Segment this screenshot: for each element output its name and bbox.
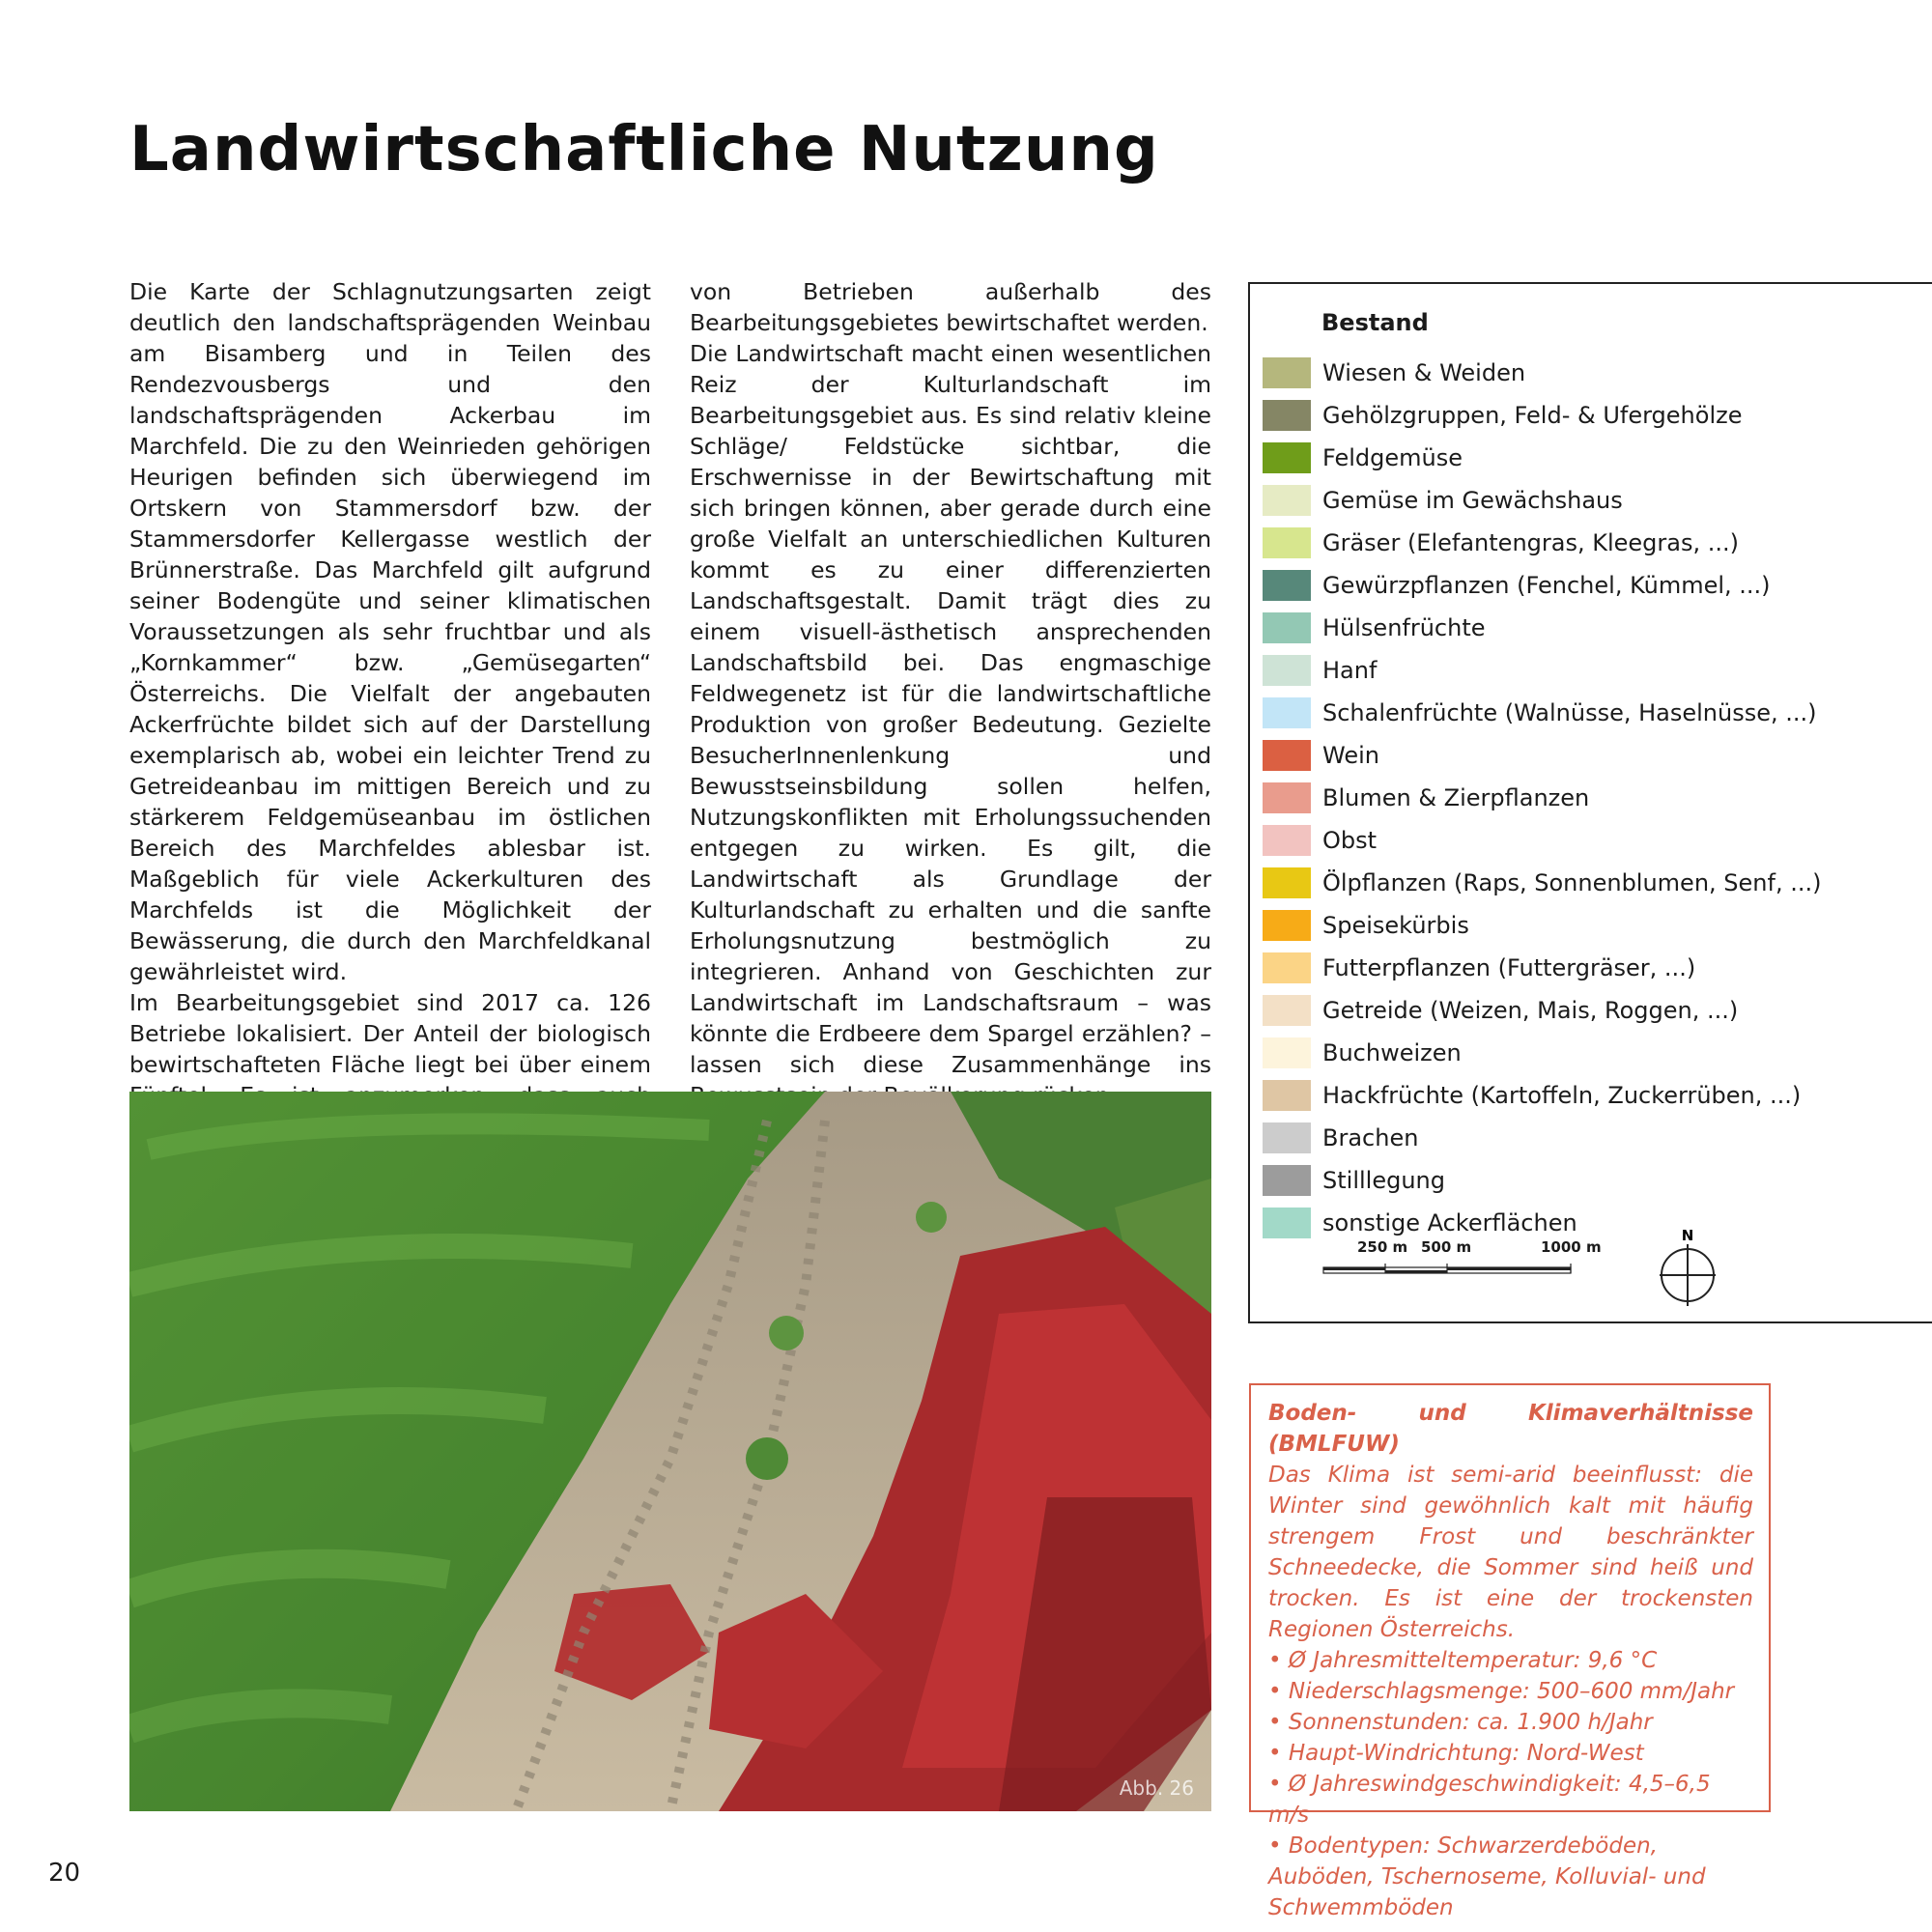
legend-swatch xyxy=(1263,825,1311,856)
legend-swatch xyxy=(1263,400,1311,431)
legend-swatch xyxy=(1263,527,1311,558)
photo-credit: Abb. 26 xyxy=(1119,1776,1194,1800)
legend-item xyxy=(1263,649,1821,692)
legend-item xyxy=(1263,522,1821,564)
infobox-bullet: • Haupt-Windrichtung: Nord-West xyxy=(1268,1741,1644,1766)
legend-item-label: Blumen & Zierpflanzen xyxy=(1322,784,1590,811)
legend-item-label: Getreide (Weizen, Mais, Roggen, ...) xyxy=(1322,997,1739,1024)
legend-swatch xyxy=(1263,357,1311,388)
legend-item-label: Gräser (Elefantengras, Kleegras, ...) xyxy=(1322,529,1739,556)
scale-bar xyxy=(1322,1238,1602,1285)
legend-swatch xyxy=(1263,1037,1311,1068)
legend-title: Bestand xyxy=(1321,309,1429,336)
legend-swatch xyxy=(1263,952,1311,983)
legend-item-label: Brachen xyxy=(1322,1124,1419,1151)
legend-swatch xyxy=(1263,1122,1311,1153)
body-paragraph: Die Karte der Schlagnutzungsarten zeigt deutlich den landschaftsprägenden Weinbau am Bisamberg und in Teilen des Rendezvousbergs und den landschaftsprägenden Ackerbau im Marchfeld. Die zu den Weinrieden gehörigen Heurigen befinden sich überwiegend im Ortskern von Stammersdorf bzw. der Stammersdorfer Kellergasse westlich der Brünnerstraße. Das Marchfeld gilt aufgrund seiner Bodengüte und seiner klimatischen Voraussetzungen als sehr fruchtbar und als „Kornkammer“ bzw. „Gemüsegarten“ Österreichs. Die Vielfalt der angebauten Ackerfrüchte bildet sich auf der Darstellung exemplarisch ab, wobei ein leichter Trend zu Getreideanbau im mittigen Bereich und zu stärkerem Feldgemüseanbau im östlichen Bereich des Marchfeldes ablesbar ist. Maßgeblich für viele Ackerkulturen des Marchfelds ist die Möglichkeit der Bewässerung, die durch den Marchfeldkanal gewährleistet wird. xyxy=(129,278,651,985)
legend-swatch xyxy=(1263,1080,1311,1111)
legend-item xyxy=(1263,904,1821,947)
text-column-left xyxy=(129,276,651,1142)
legend-item-label: Hanf xyxy=(1322,657,1378,684)
field-photo xyxy=(129,1092,1211,1811)
legend-item xyxy=(1263,1074,1821,1117)
body-paragraph: Die Landwirtschaft macht einen wesentlichen Reiz der Kulturlandschaft im Bearbeitungsgebiet aus. Es sind relativ kleine Schläge/ Feldstücke sichtbar, die Erschwernisse in der Bewirtschaftung mit sich bringen können, aber gerade durch eine große Vielfalt an unterschiedlichen Kulturen kommt es zu einer differenzierten Landschaftsgestalt. Damit trägt dies zu einem visuell-ästhetisch ansprechenden Landschaftsbild bei. Das engmaschige Feldwegenetz ist für die landwirtschaftliche Produktion von großer Bedeutung. Gezielte BesucherInnenlenkung und Bewusstseinsbildung sollen helfen, Nutzungskonflikten mit Erholungssuchenden entgegen zu wirken. Es gilt, die Landwirtschaft als Grundlage der Kulturlandschaft zu erhalten und die sanfte Erholungsnutzung bestmöglich zu integrieren. Anhand von Geschichten zur Landwirtschaft im Landschaftsraum – was könnte die Erdbeere dem Spargel erzählen? – lassen sich diese Zusammenhänge ins xyxy=(690,340,1211,1078)
legend-item xyxy=(1263,1117,1821,1159)
legend-swatch xyxy=(1263,910,1311,941)
legend-item xyxy=(1263,437,1821,479)
infobox-bullet: • Ø Jahresmitteltemperatur: 9,6 °C xyxy=(1268,1648,1658,1673)
legend-swatch xyxy=(1263,655,1311,686)
legend-swatch xyxy=(1263,485,1311,516)
map-legend xyxy=(1248,282,1932,1323)
legend-item xyxy=(1263,734,1821,777)
infobox-text: Das Klima ist semi-arid beeinflusst: die Winter sind gewöhnlich kalt mit häufig strengem Frost und beschränkter Schneedecke, die Sommer sind heiß und trocken. Es ist eine der trockensten Regionen Österreichs. xyxy=(1268,1463,1753,1642)
legend-item xyxy=(1263,352,1821,394)
legend-item xyxy=(1263,564,1821,607)
legend-swatch xyxy=(1263,740,1311,771)
legend-swatch xyxy=(1263,697,1311,728)
legend-item-label: Stilllegung xyxy=(1322,1167,1445,1194)
north-label: N xyxy=(1681,1227,1694,1244)
legend-swatch xyxy=(1263,995,1311,1026)
legend-item-label: sonstige Ackerflächen xyxy=(1322,1209,1577,1236)
legend-item xyxy=(1263,989,1821,1032)
page-number: 20 xyxy=(48,1859,81,1888)
legend-item xyxy=(1263,862,1821,904)
legend-item xyxy=(1263,947,1821,989)
scale-label-250: 250 m xyxy=(1357,1238,1408,1256)
page-title: Landwirtschaftliche Nutzung xyxy=(129,114,1159,185)
legend-swatch xyxy=(1263,1165,1311,1196)
legend-item-label: Gewürzpflanzen (Fenchel, Kümmel, ...) xyxy=(1322,572,1771,599)
legend-item xyxy=(1263,777,1821,819)
north-arrow-icon xyxy=(1658,1223,1719,1333)
climate-info-box xyxy=(1249,1383,1771,1920)
legend-swatch xyxy=(1263,867,1311,898)
legend-swatch xyxy=(1263,570,1311,601)
legend-item-label: Ölpflanzen (Raps, Sonnenblumen, Senf, ...) xyxy=(1322,869,1822,896)
field-photo-illustration xyxy=(129,1092,1211,1811)
infobox-title: Boden- und Klimaverhältnisse (BMLFUW) xyxy=(1268,1401,1753,1457)
legend-item-label: Obst xyxy=(1322,827,1378,854)
scale-label-500: 500 m xyxy=(1421,1238,1472,1256)
legend-item-label: Speisekürbis xyxy=(1322,912,1469,939)
infobox-bullet: • Ø Jahreswindgeschwindigkeit: 4,5–6,5 m/s xyxy=(1268,1772,1711,1828)
legend-item xyxy=(1263,692,1821,734)
text-column-right xyxy=(690,276,1211,1111)
legend-swatch xyxy=(1263,442,1311,473)
scale-label-1000: 1000 m xyxy=(1541,1238,1602,1256)
body-paragraph: Im Bearbeitungsgebiet sind 2017 ca. 126 Betriebe lokalisiert. Der Anteil der biologisch bewirtschafteten Fläche liegt bei über einem xyxy=(129,989,651,1078)
legend-swatch xyxy=(1263,782,1311,813)
infobox-bullet: • Bodentypen: Schwarzerdeböden, Auböden, Tschernoseme, Kolluvial- und Schwemmböden xyxy=(1268,1833,1706,1920)
legend-swatch xyxy=(1263,612,1311,643)
legend-item-label: Buchweizen xyxy=(1322,1039,1462,1066)
infobox-bullet-list xyxy=(1268,1645,1753,1923)
legend-swatch xyxy=(1263,1208,1311,1238)
legend-item-label: Hülsenfrüchte xyxy=(1322,614,1486,641)
legend-item xyxy=(1263,1032,1821,1074)
legend-item-label: Feldgemüse xyxy=(1322,444,1463,471)
legend-item xyxy=(1263,394,1821,437)
legend-item xyxy=(1263,1159,1821,1202)
legend-item-label: Gehölzgruppen, Feld- & Ufergehölze xyxy=(1322,402,1743,429)
legend-item xyxy=(1263,819,1821,862)
legend-item-label: Gemüse im Gewächshaus xyxy=(1322,487,1623,514)
legend-item xyxy=(1263,479,1821,522)
legend-item xyxy=(1263,607,1821,649)
body-paragraph: von Betrieben außerhalb des Bearbeitungsgebietes bewirtschaftet werden. xyxy=(690,278,1211,336)
scale-bar-graphic xyxy=(1322,1262,1574,1281)
legend-item-label: Wein xyxy=(1322,742,1379,769)
legend-item-label: Schalenfrüchte (Walnüsse, Haselnüsse, ...) xyxy=(1322,699,1817,726)
infobox-bullet: • Sonnenstunden: ca. 1.900 h/Jahr xyxy=(1268,1710,1653,1735)
legend-item-label: Wiesen & Weiden xyxy=(1322,359,1526,386)
legend-item-label: Hackfrüchte (Kartoffeln, Zuckerrüben, ...) xyxy=(1322,1082,1802,1109)
legend-list xyxy=(1263,352,1821,1244)
legend-item-label: Futterpflanzen (Futtergräser, ...) xyxy=(1322,954,1696,981)
infobox-bullet: • Niederschlagsmenge: 500–600 mm/Jahr xyxy=(1268,1679,1735,1704)
